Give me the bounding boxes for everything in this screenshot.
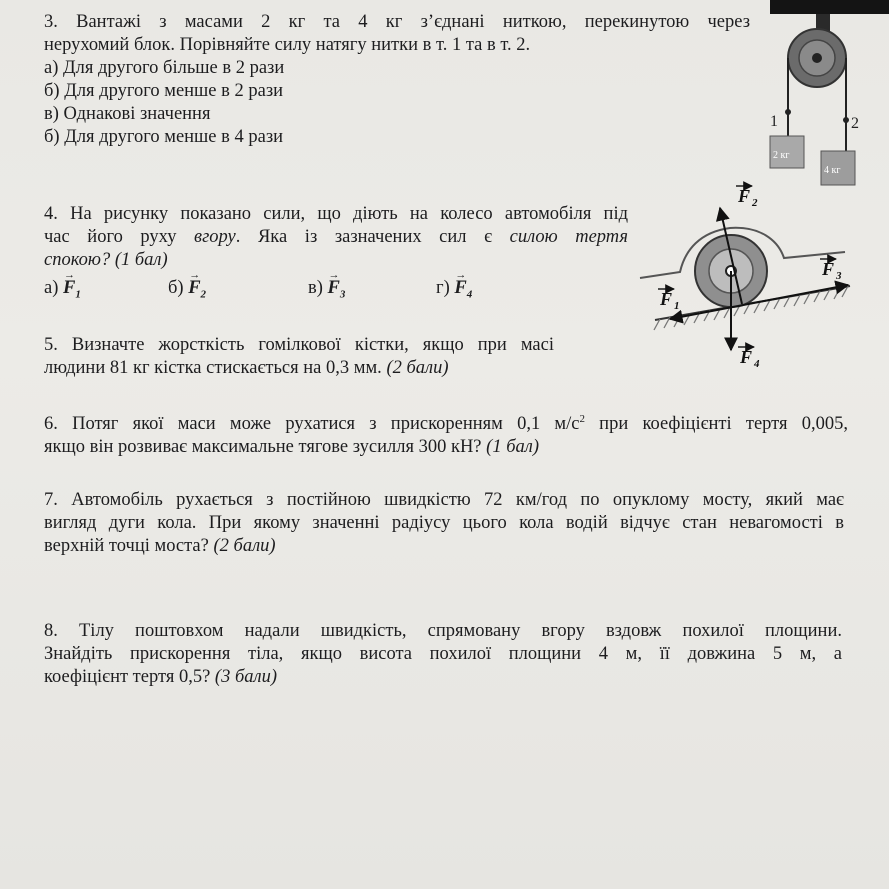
- force-f1-label: → $F_1$: [63, 277, 81, 307]
- q8-points: (3 бали): [214, 667, 277, 687]
- question-6: [44, 413, 848, 459]
- pulley-point-1-label: 1: [770, 113, 778, 130]
- q8-line-2: Знайдіть прискорення тіла, якщо висота похилої площини 4 м, її довжина 5 м, а: [44, 644, 842, 664]
- question-5: [44, 334, 554, 380]
- mass-2-label: 4 кг: [824, 165, 841, 176]
- q5-line-1: 5. Визначте жорсткість гомілкової кістки, якщо при масі: [44, 335, 554, 355]
- q3-option-d: б) Для другого менше в 4 рази: [44, 127, 284, 147]
- force-f2-label: → $F_2$: [188, 277, 206, 307]
- q6-line-2: якщо він розвиває максимальне тягове зусилля 300 кН? (1 бал): [44, 437, 539, 457]
- svg-text:1: 1: [674, 300, 680, 312]
- svg-text:4: 4: [754, 358, 760, 370]
- q4-line-3: спокою? (1 бал): [44, 250, 168, 270]
- svg-text:2: 2: [752, 197, 758, 209]
- q6-line-1: 6. Потяг якої маси може рухатися з прискоренням 0,1 $м/с^2$ при коефіцієнті тертя 0,005,: [44, 412, 848, 434]
- q5-points: (2 бали): [386, 358, 449, 378]
- q3-line-1: 3. Вантажі з масами 2 кг та 4 кг з’єднані ниткою, перекинутою через: [44, 12, 750, 32]
- q3-option-c: в) Однакові значення: [44, 104, 211, 124]
- q4-line-2-friction: силою тертя: [509, 227, 628, 247]
- q7-line-1: 7. Автомобіль рухається з постійною швидкістю 72 км/год по опуклому мосту, який має: [44, 490, 844, 510]
- figure-f4-label: F: [740, 347, 753, 367]
- mass-1-label: 2 кг: [773, 150, 790, 161]
- q4-line-2: [44, 226, 628, 249]
- pulley-figure: [760, 8, 889, 188]
- wheel-forces-figure: [630, 180, 860, 370]
- q4-line-2-a: час його руху: [44, 227, 195, 247]
- q8-line-3: коефіцієнт тертя 0,5? (3 бали): [44, 667, 277, 687]
- q3-option-a: а) Для другого більше в 2 рази: [44, 58, 285, 78]
- q4-options: [44, 277, 628, 307]
- force-f1-arrow: [670, 306, 738, 319]
- force-f4-label: → $F_4$: [454, 277, 472, 307]
- q8-line-1: 8. Тілу поштовхом надали швидкість, спрямовану вгору вздовж похилої площини.: [44, 621, 842, 641]
- question-8: [44, 620, 842, 689]
- q6-points: (1 бал): [486, 437, 539, 457]
- svg-text:3: 3: [836, 270, 842, 282]
- q4-line-1: 4. На рисунку показано сили, що діють на колесо автомобіля під: [44, 204, 628, 224]
- pulley-point-2-label: 2: [851, 115, 859, 132]
- q4-option-c: $в) \to F_3$: [308, 277, 436, 307]
- q4-line-2-c: . Яка із зазначених сил є: [235, 227, 510, 247]
- question-3: [44, 11, 750, 149]
- q7-line-2: вигляд дуги кола. При якому значенні радіусу цього кола водій відчує стан невагомості в: [44, 513, 844, 533]
- figure-f1-label: F: [660, 289, 673, 309]
- figure-f2-label: F: [738, 186, 751, 206]
- q3-line-2: нерухомий блок. Порівняйте силу натягу нитки в т. 1 та в т. 2.: [44, 35, 531, 55]
- question-7: [44, 489, 844, 558]
- q4-line-2-uphill: вгору: [194, 227, 236, 247]
- q5-line-2: людини 81 кг кістка стискається на 0,3 мм. (2 бали): [44, 358, 449, 378]
- force-f3-label: → $F_3$: [328, 277, 346, 307]
- q7-points: (2 бали): [213, 536, 276, 556]
- figure-f3-label: F: [822, 259, 835, 279]
- question-4: [44, 203, 628, 307]
- q3-option-b: б) Для другого менше в 2 рази: [44, 81, 284, 101]
- q4-option-a: $а) \to F_1$: [44, 277, 168, 307]
- q7-line-3: верхній точці моста? (2 бали): [44, 536, 276, 556]
- q4-option-b: $б) \to F_2$: [168, 277, 308, 307]
- q4-option-d: $г) \to F_4$: [436, 277, 472, 307]
